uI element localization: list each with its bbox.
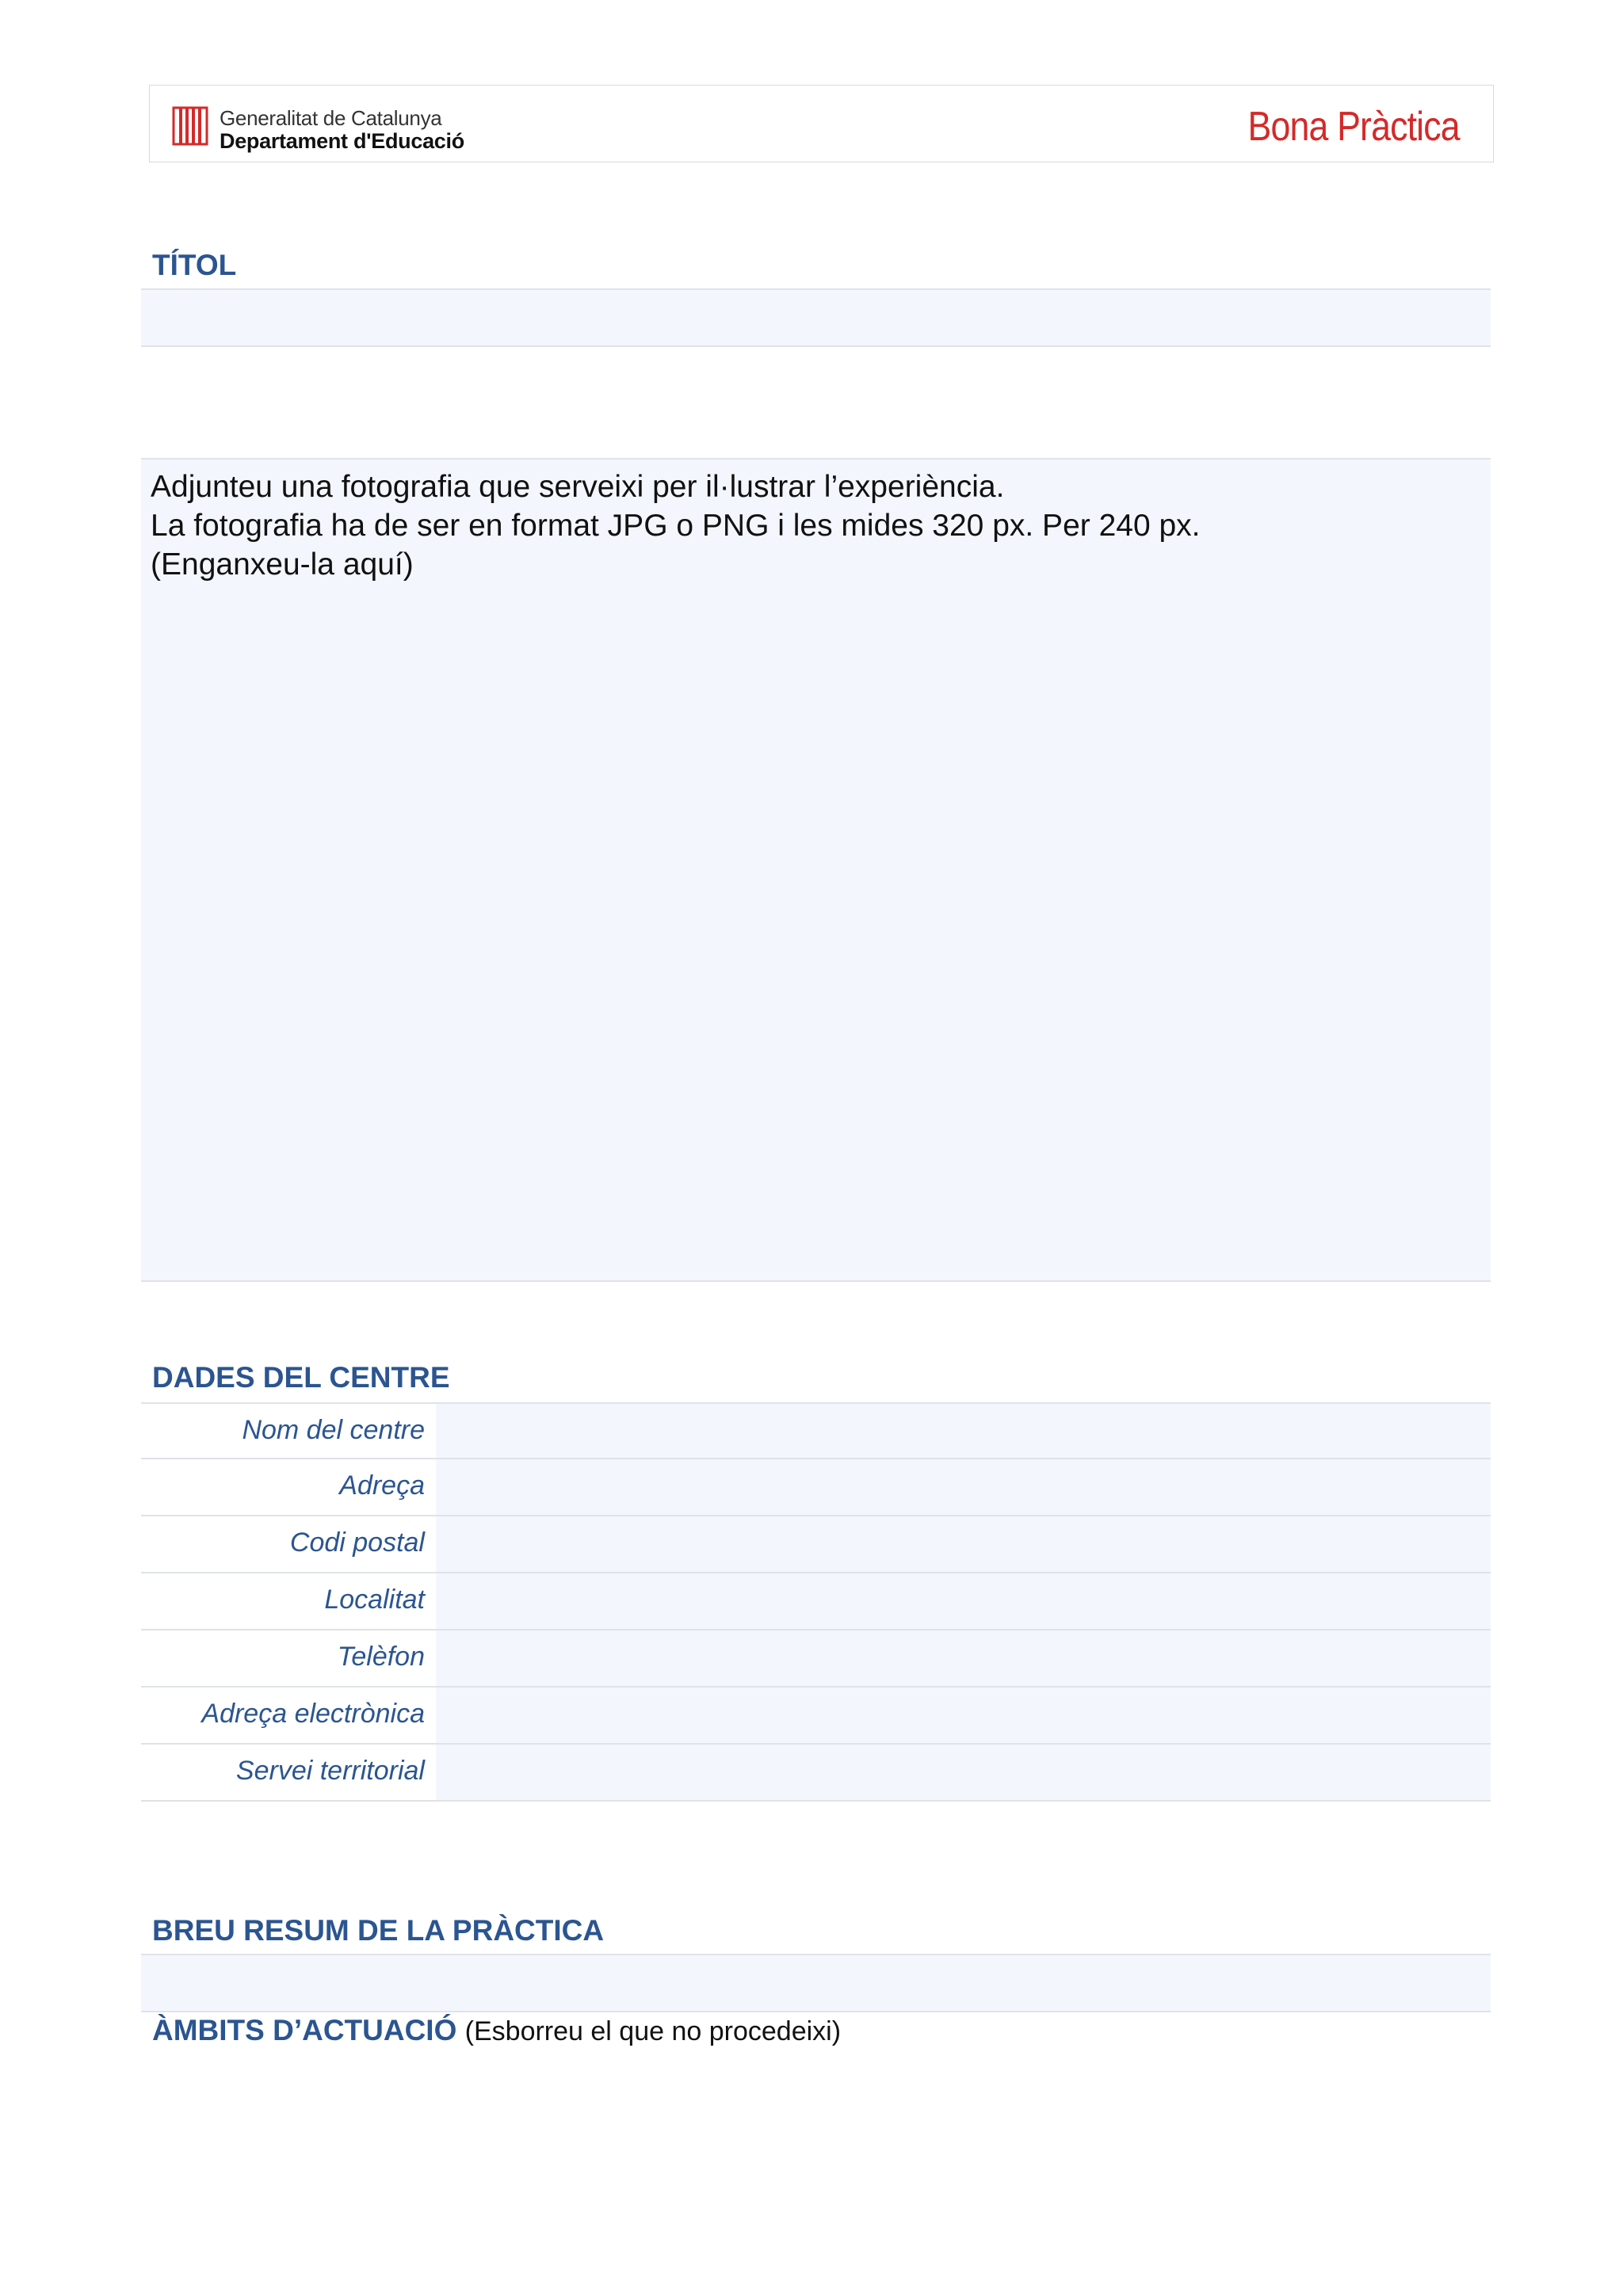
adreca-field[interactable] bbox=[436, 1459, 1491, 1515]
section-title-titol: TÍTOL bbox=[152, 249, 237, 281]
telefon-field[interactable] bbox=[436, 1630, 1491, 1686]
localitat-field[interactable] bbox=[436, 1573, 1491, 1629]
centre-row-codi-postal bbox=[141, 1516, 1491, 1573]
titol-field[interactable] bbox=[141, 288, 1491, 347]
section-title-resum: BREU RESUM DE LA PRÀCTICA bbox=[152, 1914, 605, 1947]
document-type-badge: Bona Pràctica bbox=[1247, 104, 1460, 150]
field-label: Codi postal bbox=[289, 1527, 425, 1558]
centre-row-localitat bbox=[141, 1573, 1491, 1630]
centre-row-nom bbox=[141, 1402, 1491, 1459]
servei-territorial-field[interactable] bbox=[436, 1745, 1491, 1800]
field-label: Adreça bbox=[339, 1470, 425, 1501]
photo-instruction-line3: (Enganxeu-la aquí) bbox=[151, 547, 414, 582]
centre-row-email bbox=[141, 1688, 1491, 1745]
field-label: Telèfon bbox=[337, 1642, 425, 1672]
org-name bbox=[220, 108, 464, 152]
field-label: Nom del centre bbox=[242, 1415, 425, 1445]
centre-data-table bbox=[141, 1402, 1491, 1802]
resum-field[interactable] bbox=[141, 1954, 1491, 2012]
photo-instructions bbox=[151, 467, 1201, 584]
ambits-heading bbox=[152, 2014, 841, 2047]
org-name-line2: Departament d'Educació bbox=[220, 129, 464, 153]
header-banner bbox=[149, 85, 1494, 162]
section-title-ambits: ÀMBITS D’ACTUACIÓ bbox=[152, 2014, 457, 2046]
photo-instruction-line1: Adjunteu una fotografia que serveixi per il·lustrar l’experiència. bbox=[151, 470, 1005, 504]
field-label: Adreça electrònica bbox=[201, 1699, 425, 1729]
photo-instruction-line2: La fotografia ha de ser en format JPG o PNG i les mides 320 px. Per 240 px. bbox=[151, 509, 1201, 543]
codi-postal-field[interactable] bbox=[436, 1516, 1491, 1572]
field-label: Localitat bbox=[324, 1585, 425, 1615]
centre-row-telefon bbox=[141, 1630, 1491, 1688]
section-title-centre: DADES DEL CENTRE bbox=[152, 1361, 450, 1394]
field-label: Servei territorial bbox=[235, 1756, 425, 1786]
nom-centre-field[interactable] bbox=[436, 1404, 1491, 1458]
centre-row-servei bbox=[141, 1745, 1491, 1802]
ambits-note: (Esborreu el que no procedeixi) bbox=[464, 2016, 842, 2046]
centre-row-adreca bbox=[141, 1459, 1491, 1516]
email-field[interactable] bbox=[436, 1688, 1491, 1743]
org-name-line1: Generalitat de Catalunya bbox=[220, 106, 442, 130]
generalitat-logo-icon bbox=[172, 105, 208, 147]
